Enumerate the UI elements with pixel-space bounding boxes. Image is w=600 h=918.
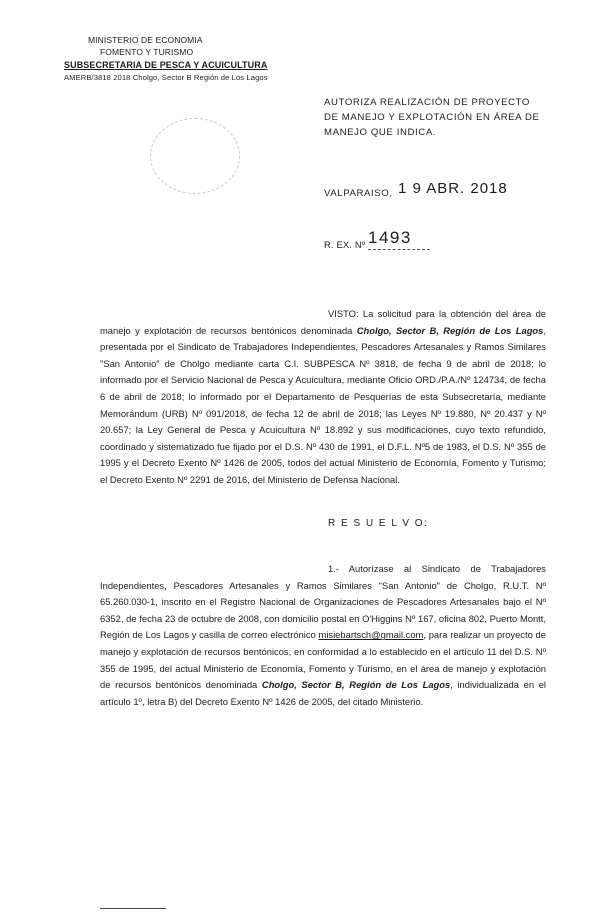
file-reference: AMERB/3818 2018 Cholgo, Sector B Región de Los Lagos: [64, 73, 268, 82]
visto-paragraph: [100, 306, 546, 489]
document-subject: AUTORIZA REALIZACIÓN DE PROYECTO DE MANEJO Y EXPLOTACIÓN EN ÁREA DE MANEJO QUE INDICA.: [324, 97, 540, 138]
subsecretaria-name: SUBSECRETARIA DE PESCA Y ACUICULTURA: [64, 60, 268, 70]
seal-stamp: [150, 118, 240, 194]
visto-text-1: VISTO: La solicitud para la obtención del área de manejo y explotación de recursos bentónicos denominada: [100, 308, 546, 336]
resuelvo-heading: R E S U E L V O:: [328, 518, 429, 529]
exento-label: R. EX. Nº: [324, 240, 366, 250]
visto-text-2: , presentada por el Sindicato de Trabajadores Independientes, Pescadores Artesanales y Ramos Similares "San Antonio" de Cholgo mediante carta C.I. SUBPESCA Nº 3818, de fecha 9 de abril de 2018; lo informado por el Servicio Nacional de Pesca y Acuicultura, mediante Oficio ORD./P.A./Nº 124734, de fecha 6 de abril de 2018; lo informado por el Departamento de Pesquerías de esta Subsecretaría, mediante Memorándum (URB) Nº 091/2018, de fecha 12 de abril de 2018; las Leyes Nº 19.880, Nº 20.437 y Nº 20.657; la Ley General de Pesca y Acuicultura Nº 18.892 y sus modificaciones, cuyo texto refundido, coordinado y sistematizado fue fijado por el D.S. Nº 430 de 1991, el D.F.L. Nº5 de 1983, el D.S. Nº 355 de 1995 y el Decreto Exento Nº 1426 de 2005, todos del actual Ministerio de Economía, Fomento y Turismo; el Decreto Exento Nº 2291 de 2016, del Ministerio de Defensa Nacional.: [100, 324, 546, 485]
document-place: VALPARAISO,: [324, 188, 393, 199]
visto-area-name: Cholgo, Sector B, Región de Los Lagos: [356, 324, 544, 336]
article-1-area-name: Cholgo, Sector B, Región de Los Lagos: [261, 679, 451, 691]
ministry-subname: FOMENTO Y TURISMO: [100, 47, 194, 57]
article-1-text-2: , para realizar un proyecto de manejo y explotación de recursos bentónicos, en conformidad a lo establecido en el artículo 11 del D.S. Nº 355 de 1995, del actual Ministerio de Economía, Fomento y Turismo, en el área de manejo y explotación de recursos bentónicos denominada: [100, 629, 546, 691]
article-1-text-1: 1.- Autorízase al Sindicato de Trabajadores Independientes, Pescadores Artesanales y Ramos Similares "San Antonio" de Cholgo, R.U.T. Nº 65.260.030-1, inscrito en el Registro Nacional de Organizaciones de Pescadores Artesanales bajo el Nº 6352, de fecha 23 de octubre de 2008, con domicilio postal en O'Higgins Nº 167, oficina 802, Puerto Montt, Región de Los Lagos y casilla de correo electrónico: [100, 563, 546, 641]
contact-email: misiebartsch@gmail.com: [318, 629, 424, 641]
article-1-paragraph: [100, 561, 546, 710]
article-1-text-3: , individualizada en el artículo 1º, letra B) del Decreto Exento Nº 1426 de 2005, del citado Ministerio.: [100, 679, 546, 707]
ministry-name: MINISTERIO DE ECONOMIA: [88, 35, 203, 45]
footer-rule: [100, 908, 166, 909]
exento-number: 1493: [368, 228, 430, 250]
document-date: 1 9 ABR. 2018: [398, 180, 508, 197]
